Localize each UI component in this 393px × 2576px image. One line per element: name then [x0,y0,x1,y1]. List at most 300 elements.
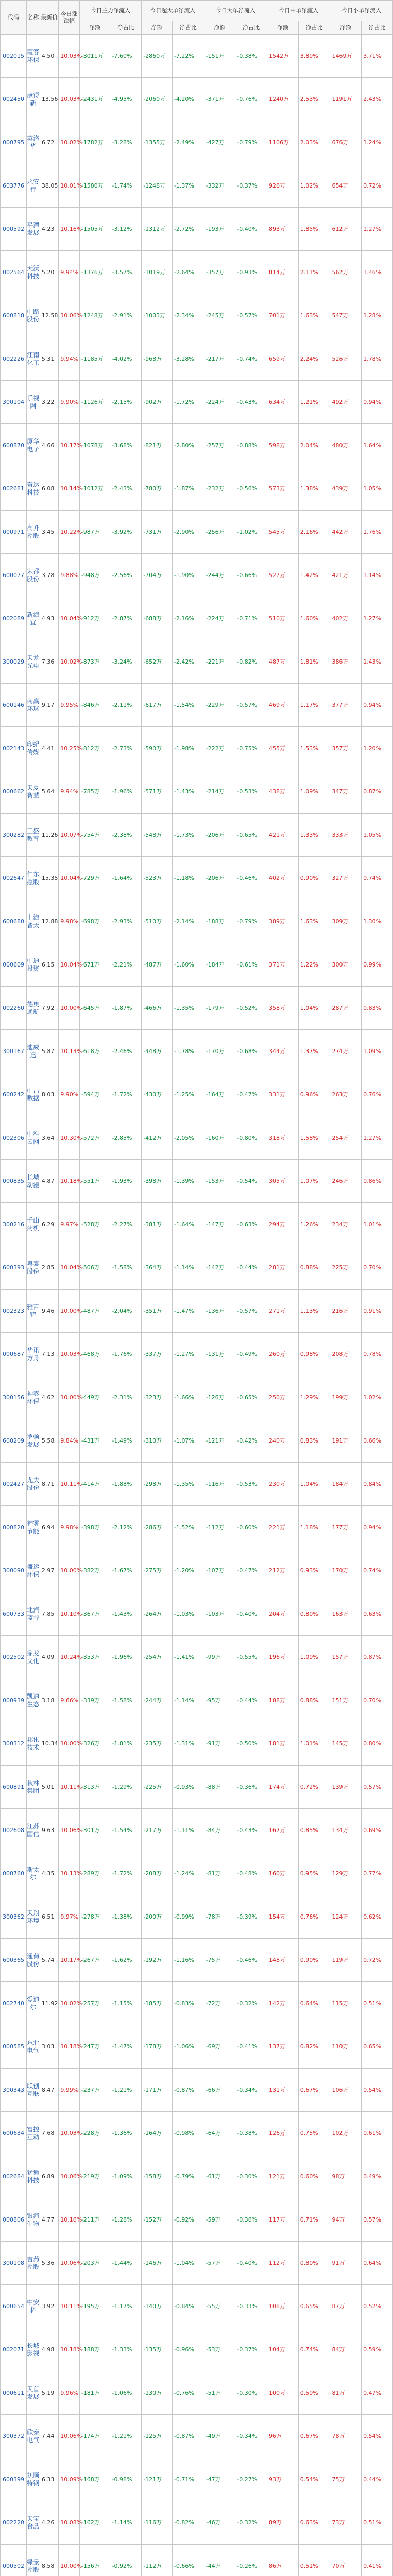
stock-code[interactable]: 300282 [1,814,27,857]
small-net-amount: 102万 [330,2112,362,2155]
change-percent: 10.04% [59,857,79,900]
stock-code[interactable]: 002564 [1,251,27,294]
stock-code[interactable]: 000760 [1,1852,27,1895]
stock-code[interactable]: 002015 [1,35,27,78]
stock-code[interactable]: 000662 [1,770,27,814]
stock-code[interactable]: 300090 [1,1549,27,1592]
table-row[interactable] [1,35,393,78]
big-net-amount: -47万 [204,2458,235,2501]
table-row[interactable] [1,294,393,337]
table-row[interactable] [1,424,393,467]
big-net-ratio: -0.46% [235,857,267,900]
table-row[interactable] [1,251,393,294]
subheader-ratio[interactable]: 净占比 [235,21,267,35]
table-row[interactable] [1,78,393,121]
stock-code[interactable]: 600654 [1,2285,27,2328]
big-net-amount: -57万 [204,2242,235,2285]
super-net-ratio: -7.22% [172,35,204,78]
stock-code[interactable]: 300312 [1,1722,27,1766]
main-net-amount: -168万 [79,2458,110,2501]
stock-code[interactable]: 300216 [1,1203,27,1246]
stock-code[interactable]: 002226 [1,337,27,381]
big-net-ratio: -0.47% [235,1549,267,1592]
col-header-change[interactable]: 今日涨跌幅 [59,1,79,35]
stock-name[interactable]: 康得新 [26,78,40,121]
table-row[interactable] [1,337,393,381]
stock-name[interactable]: 上海普天 [26,900,40,943]
table-row[interactable] [1,1246,393,1290]
stock-name[interactable]: 厦华电子 [26,424,40,467]
main-net-ratio: -2.91% [110,294,142,337]
table-row[interactable] [1,1679,393,1722]
super-net-amount: -235万 [142,1722,173,1766]
stock-name[interactable]: 银河生物 [26,2198,40,2242]
stock-name[interactable]: 长城影视 [26,2328,40,2371]
stock-name[interactable]: 斯太尔 [26,1852,40,1895]
stock-name[interactable]: 猛狮科技 [26,2155,40,2198]
change-percent: 10.06% [59,1809,79,1852]
super-net-ratio: -1.39% [172,1160,204,1203]
mid-net-amount: 402万 [267,857,299,900]
small-net-amount: 333万 [330,814,362,857]
main-net-ratio: -1.74% [110,164,142,208]
table-row[interactable] [1,1592,393,1636]
stock-name[interactable]: 凯迪生态 [26,1679,40,1722]
stock-name[interactable]: 罗顿发展 [26,1419,40,1463]
stock-name[interactable]: 神雾环保 [26,1376,40,1419]
stock-name[interactable]: 中迪投资 [26,943,40,987]
latest-price: 11.92 [40,1982,58,2025]
stock-code[interactable]: 600818 [1,294,27,337]
stock-name[interactable]: 中昌数据 [26,1073,40,1116]
small-net-ratio: 0.86% [362,1160,393,1203]
small-net-ratio: 0.94% [362,381,393,424]
change-percent: 10.16% [59,2198,79,2242]
stock-name[interactable]: 鼎龙文化 [26,1636,40,1679]
stock-name[interactable]: 抚顺特钢 [26,2458,40,2501]
stock-code[interactable]: 603776 [1,164,27,208]
stock-name[interactable]: 商赢环球 [26,684,40,727]
table-row[interactable] [1,987,393,1030]
col-header-mid[interactable]: 今日中单净流入 [267,1,330,21]
change-percent: 10.02% [59,640,79,684]
stock-code[interactable]: 300029 [1,640,27,684]
stock-name[interactable]: 德奥通航 [26,987,40,1030]
stock-name[interactable]: 霞客环保 [26,35,40,78]
latest-price: 6.08 [40,467,58,511]
table-row[interactable] [1,1766,393,1809]
stock-name[interactable]: 盛运环保 [26,1549,40,1592]
stock-name[interactable]: 印纪传媒 [26,727,40,770]
stock-code[interactable]: 000502 [1,2545,27,2576]
mid-net-amount: 112万 [267,2242,299,2285]
table-row[interactable] [1,1463,393,1506]
main-net-amount: -228万 [79,2112,110,2155]
table-row[interactable] [1,2415,393,2458]
stock-code[interactable]: 002089 [1,597,27,640]
stock-code[interactable]: 000585 [1,2025,27,2069]
col-header-main[interactable]: 今日主力净流入 [79,1,141,21]
stock-code[interactable]: 300372 [1,2415,27,2458]
mid-net-amount: 389万 [267,900,299,943]
stock-code[interactable]: 002681 [1,467,27,511]
stock-name[interactable]: 乐视网 [26,381,40,424]
latest-price: 9.63 [40,1809,58,1852]
big-net-ratio: -0.47% [235,1073,267,1116]
stock-name[interactable]: 中路股份 [26,294,40,337]
table-row[interactable] [1,640,393,684]
stock-name[interactable]: 中安科 [26,2285,40,2328]
subheader-amount[interactable]: 净额 [142,21,173,35]
stock-name[interactable]: 天翔环境 [26,1895,40,1939]
main-net-ratio: -2.73% [110,727,142,770]
mid-net-ratio: 0.67% [298,2415,330,2458]
stock-code[interactable]: 002450 [1,78,27,121]
stock-code[interactable]: 000971 [1,511,27,554]
stock-code[interactable]: 002071 [1,2328,27,2371]
small-net-ratio: 1.43% [362,640,393,684]
super-net-ratio: -1.27% [172,1333,204,1376]
table-row[interactable] [1,900,393,943]
table-row[interactable] [1,2501,393,2545]
latest-price: 7.92 [40,987,58,1030]
big-net-ratio: -0.30% [235,2155,267,2198]
table-row[interactable] [1,1852,393,1895]
table-row[interactable] [1,1030,393,1073]
big-net-amount: -221万 [204,640,235,684]
small-net-ratio: 0.99% [362,943,393,987]
stock-code[interactable]: 600393 [1,1246,27,1290]
stock-name[interactable]: 绿景控股 [26,2545,40,2576]
stock-name[interactable]: 粤泰股份 [26,1246,40,1290]
small-net-ratio: 0.63% [362,1592,393,1636]
table-row[interactable] [1,1722,393,1766]
stock-name[interactable]: 联创互联 [26,2069,40,2112]
stock-code[interactable]: 600680 [1,900,27,943]
stock-name[interactable]: 北汽蓝谷 [26,1592,40,1636]
stock-name[interactable]: 宋都股份 [26,554,40,597]
mid-net-ratio: 2.11% [298,251,330,294]
table-row[interactable] [1,2285,393,2328]
table-row[interactable] [1,2112,393,2155]
stock-name[interactable]: 中科云网 [26,1116,40,1160]
big-net-ratio: -0.52% [235,987,267,1030]
table-row[interactable] [1,2069,393,2112]
small-net-ratio: 3.71% [362,35,393,78]
stock-name[interactable]: 平潭发展 [26,208,40,251]
stock-code[interactable]: 300156 [1,1376,27,1419]
stock-code[interactable]: 600077 [1,554,27,597]
mid-net-amount: 167万 [267,1809,299,1852]
table-row[interactable] [1,381,393,424]
big-net-amount: -131万 [204,1333,235,1376]
stock-name[interactable]: 天首发展 [26,2371,40,2415]
stock-code[interactable]: 000939 [1,1679,27,1722]
table-row[interactable] [1,554,393,597]
table-row[interactable] [1,2328,393,2371]
stock-code[interactable]: 002427 [1,1463,27,1506]
stock-code[interactable]: 600242 [1,1073,27,1116]
col-header-price[interactable]: 最新价 [40,1,58,35]
super-net-amount: -158万 [142,2155,173,2198]
table-row[interactable] [1,121,393,164]
stock-code[interactable]: 600733 [1,1592,27,1636]
stock-name[interactable]: 通葡股份 [26,1939,40,1982]
stock-name[interactable]: 永安行 [26,164,40,208]
super-net-amount: -571万 [142,770,173,814]
stock-code[interactable]: 000609 [1,943,27,987]
table-row[interactable] [1,597,393,640]
big-net-amount: -103万 [204,1592,235,1636]
big-net-ratio: -0.68% [235,1030,267,1073]
small-net-amount: 184万 [330,1463,362,1506]
table-row[interactable] [1,2025,393,2069]
stock-name[interactable]: 江苏国信 [26,1809,40,1852]
subheader-amount[interactable]: 净额 [330,21,362,35]
stock-name[interactable]: 华讯方舟 [26,1333,40,1376]
super-net-ratio: -2.05% [172,1116,204,1160]
stock-name[interactable]: 迪威迅 [26,1030,40,1073]
stock-name[interactable]: 欣泰电气 [26,2415,40,2458]
mid-net-ratio: 0.74% [298,2328,330,2371]
stock-name[interactable]: 江南化工 [26,337,40,381]
stock-code[interactable]: 000835 [1,1160,27,1203]
stock-name[interactable]: 天宝食品 [26,2501,40,2545]
main-net-ratio: -1.15% [110,1982,142,2025]
big-net-amount: -81万 [204,1852,235,1895]
stock-name[interactable]: 千山药机 [26,1203,40,1246]
col-header-code[interactable]: 代码 [1,1,27,35]
mid-net-ratio: 0.96% [298,1073,330,1116]
big-net-ratio: -0.43% [235,1809,267,1852]
stock-code[interactable]: 600891 [1,1766,27,1809]
table-row[interactable] [1,1160,393,1203]
table-row[interactable] [1,2371,393,2415]
super-net-amount: -487万 [142,943,173,987]
mid-net-ratio: 0.71% [298,2198,330,2242]
stock-name[interactable]: 吉药控股 [26,2242,40,2285]
table-row[interactable] [1,1895,393,1939]
table-row[interactable] [1,1939,393,1982]
table-row[interactable] [1,1290,393,1333]
stock-name[interactable]: 雅百特 [26,1290,40,1333]
super-net-amount: -351万 [142,1290,173,1333]
mid-net-amount: 1106万 [267,121,299,164]
mid-net-amount: 487万 [267,640,299,684]
stock-name[interactable]: 新海宜 [26,597,40,640]
mid-net-ratio: 3.89% [298,35,330,78]
stock-code[interactable]: 600870 [1,424,27,467]
table-row[interactable] [1,467,393,511]
stock-code[interactable]: 600399 [1,2458,27,2501]
table-row[interactable] [1,1982,393,2025]
latest-price: 6.15 [40,943,58,987]
change-percent: 10.03% [59,1333,79,1376]
table-row[interactable] [1,857,393,900]
stock-name[interactable]: 东北电气 [26,2025,40,2069]
stock-code[interactable]: 000806 [1,2198,27,2242]
big-net-amount: -64万 [204,2112,235,2155]
table-row[interactable] [1,2458,393,2501]
main-net-ratio: -1.58% [110,1246,142,1290]
stock-code[interactable]: 000611 [1,2371,27,2415]
stock-name[interactable]: 邦讯技术 [26,1722,40,1766]
mid-net-ratio: 1.38% [298,467,330,511]
stock-name[interactable]: 天龙光电 [26,640,40,684]
latest-price: 3.78 [40,554,58,597]
stock-code[interactable]: 000592 [1,208,27,251]
stock-name[interactable]: 爱迪尔 [26,1982,40,2025]
main-net-amount: -812万 [79,727,110,770]
mid-net-amount: 250万 [267,1376,299,1419]
table-row[interactable] [1,2545,393,2576]
super-net-amount: -135万 [142,2328,173,2371]
small-net-amount: 225万 [330,1246,362,1290]
table-row[interactable] [1,1116,393,1160]
small-net-amount: 73万 [330,2501,362,2545]
small-net-ratio: 0.72% [362,164,393,208]
small-net-ratio: 0.80% [362,1722,393,1766]
table-row[interactable] [1,814,393,857]
small-net-ratio: 1.27% [362,1116,393,1160]
table-row[interactable] [1,1419,393,1463]
table-row[interactable] [1,208,393,251]
stock-name[interactable]: 尤夫股份 [26,1463,40,1506]
col-header-name[interactable]: 名称 [26,1,40,35]
super-net-ratio: -1.06% [172,2025,204,2069]
latest-price: 4.23 [40,208,58,251]
subheader-ratio[interactable]: 净占比 [362,21,393,35]
stock-code[interactable]: 300108 [1,2242,27,2285]
table-row[interactable] [1,1376,393,1419]
col-header-big[interactable]: 今日大单净流入 [204,1,267,21]
stock-name[interactable]: 天沃科技 [26,251,40,294]
stock-code[interactable]: 600634 [1,2112,27,2155]
super-net-ratio: -1.31% [172,1722,204,1766]
stock-code[interactable]: 002220 [1,2501,27,2545]
main-net-amount: -367万 [79,1592,110,1636]
stock-code[interactable]: 600365 [1,1939,27,1982]
stock-code[interactable]: 300167 [1,1030,27,1073]
mid-net-ratio: 0.67% [298,2069,330,2112]
small-net-ratio: 0.59% [362,2328,393,2371]
stock-code[interactable]: 002647 [1,857,27,900]
big-net-ratio: -0.27% [235,2458,267,2501]
subheader-ratio[interactable]: 净占比 [298,21,330,35]
mid-net-ratio: 1.60% [298,597,330,640]
stock-code[interactable]: 002143 [1,727,27,770]
main-net-ratio: -1.14% [110,2501,142,2545]
main-net-ratio: -1.47% [110,2025,142,2069]
stock-name[interactable]: 神雾节能 [26,1506,40,1549]
stock-name[interactable]: 奋达科技 [26,467,40,511]
stock-code[interactable]: 002502 [1,1636,27,1679]
mid-net-amount: 814万 [267,251,299,294]
super-net-amount: -968万 [142,337,173,381]
table-row[interactable] [1,684,393,727]
stock-code[interactable]: 000820 [1,1506,27,1549]
mid-net-amount: 96万 [267,2415,299,2458]
stock-code[interactable]: 002323 [1,1290,27,1333]
mid-net-ratio: 0.93% [298,1549,330,1592]
small-net-amount: 526万 [330,337,362,381]
table-row[interactable] [1,1073,393,1116]
big-net-ratio: -0.39% [235,1895,267,1939]
table-row[interactable] [1,770,393,814]
mid-net-ratio: 1.02% [298,164,330,208]
col-header-small[interactable]: 今日小单净流入 [330,1,393,21]
stock-code[interactable]: 600146 [1,684,27,727]
stock-name[interactable]: 高升控股 [26,511,40,554]
table-row[interactable] [1,943,393,987]
mid-net-ratio: 0.65% [298,2285,330,2328]
stock-name[interactable]: 长城动漫 [26,1160,40,1203]
super-net-amount: -286万 [142,1506,173,1549]
subheader-ratio[interactable]: 净占比 [172,21,204,35]
super-net-ratio: -1.20% [172,1549,204,1592]
small-net-ratio: 0.94% [362,684,393,727]
table-row[interactable] [1,1549,393,1592]
big-net-amount: -53万 [204,2328,235,2371]
subheader-amount[interactable]: 净额 [79,21,110,35]
stock-code[interactable]: 300343 [1,2069,27,2112]
stock-name[interactable]: 仁东控股 [26,857,40,900]
table-row[interactable] [1,2198,393,2242]
stock-code[interactable]: 002608 [1,1809,27,1852]
table-row[interactable] [1,1203,393,1246]
table-row[interactable] [1,1809,393,1852]
main-net-ratio: -0.92% [110,2545,142,2576]
stock-code[interactable]: 002306 [1,1116,27,1160]
stock-name[interactable]: 天夏智慧 [26,770,40,814]
table-row[interactable] [1,1636,393,1679]
stock-code[interactable]: 000687 [1,1333,27,1376]
stock-name[interactable]: 三盛教育 [26,814,40,857]
table-row[interactable] [1,164,393,208]
table-row[interactable] [1,1333,393,1376]
big-net-amount: -427万 [204,121,235,164]
small-net-ratio: 0.70% [362,1679,393,1722]
stock-code[interactable]: 300104 [1,381,27,424]
super-net-ratio: -1.14% [172,1246,204,1290]
table-row[interactable] [1,2242,393,2285]
table-row[interactable] [1,1506,393,1549]
super-net-amount: -121万 [142,2458,173,2501]
small-net-amount: 134万 [330,1809,362,1852]
subheader-ratio[interactable]: 净占比 [110,21,142,35]
stock-code[interactable]: 300362 [1,1895,27,1939]
big-net-amount: -55万 [204,2285,235,2328]
stock-code[interactable]: 002740 [1,1982,27,2025]
big-net-amount: -91万 [204,1722,235,1766]
stock-name[interactable]: 英洛华 [26,121,40,164]
table-row[interactable] [1,2155,393,2198]
stock-name[interactable]: 富控互动 [26,2112,40,2155]
col-header-super[interactable]: 今日超大单净流入 [142,1,204,21]
stock-code[interactable]: 600209 [1,1419,27,1463]
main-net-amount: -278万 [79,1895,110,1939]
stock-code[interactable]: 002684 [1,2155,27,2198]
stock-code[interactable]: 002260 [1,987,27,1030]
subheader-amount[interactable]: 净额 [267,21,299,35]
table-row[interactable] [1,511,393,554]
subheader-amount[interactable]: 净额 [204,21,235,35]
stock-code[interactable]: 000795 [1,121,27,164]
mid-net-ratio: 0.88% [298,1246,330,1290]
latest-price: 7.68 [40,2112,58,2155]
table-row[interactable] [1,727,393,770]
stock-name[interactable]: 秋林集团 [26,1766,40,1809]
